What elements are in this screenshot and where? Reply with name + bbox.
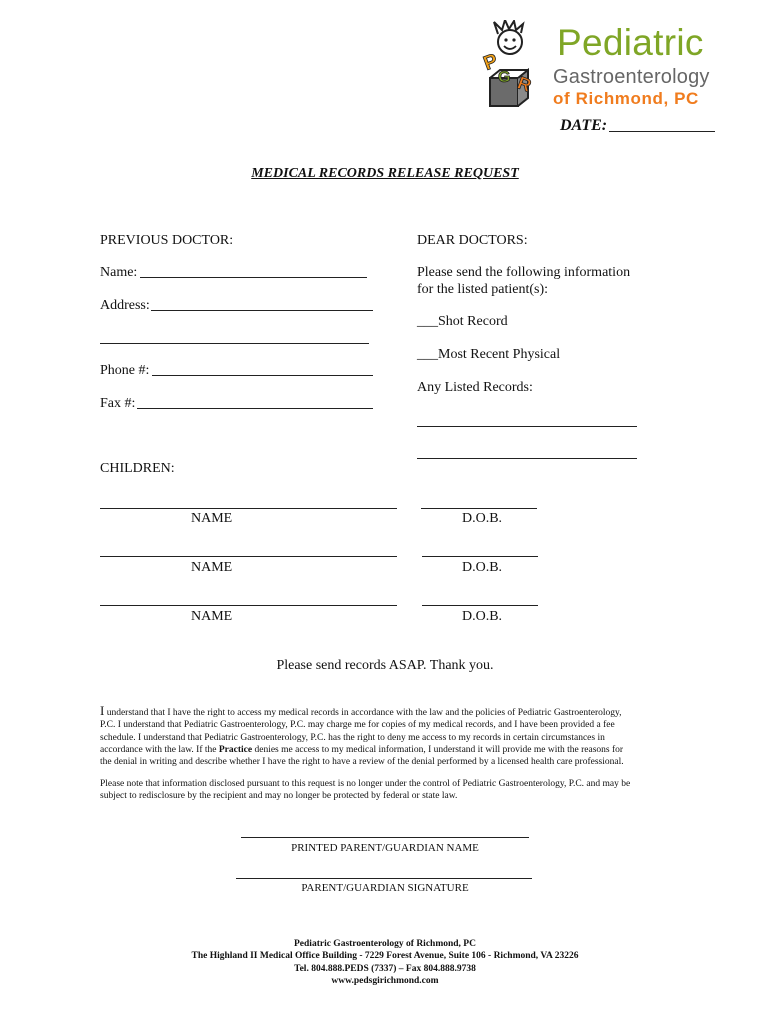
shot-record-checkline[interactable]: ___Shot Record — [417, 314, 508, 329]
doctor-phone-field[interactable] — [152, 375, 373, 376]
logo-text-richmond: of Richmond, PC — [553, 89, 699, 108]
name-label: Name: — [100, 265, 138, 280]
logo-text-gastroenterology: Gastroenterology — [553, 66, 710, 88]
consent-paragraph — [100, 705, 670, 768]
footer-practice-name: Pediatric Gastroenterology of Richmond, PC — [294, 939, 476, 949]
consent-line-4-end: denies me access to my medical information, I understand it will provide me with the reasons for — [252, 744, 624, 755]
child-2-name-field[interactable] — [100, 556, 397, 557]
logo-letter-g: G — [498, 69, 511, 86]
signature-label: PARENT/GUARDIAN SIGNATURE — [301, 882, 469, 894]
fax-label: Fax #: — [100, 396, 136, 411]
redisclosure-paragraph — [100, 778, 670, 803]
child-1-dob-label: D.O.B. — [462, 511, 503, 526]
logo-letter-r: R — [514, 72, 534, 96]
request-intro-line-2: for the listed patient(s): — [417, 282, 549, 297]
footer-website-link[interactable]: www.pedsgirichmond.com — [331, 976, 439, 986]
child-3-name-label: NAME — [191, 609, 233, 624]
listed-records-field-1[interactable] — [417, 426, 637, 427]
consent-line-1-text: understand that I have the right to access my medical records in accordance with the law and the policies of Pediatric Gastroenterology, — [104, 708, 622, 718]
consent-line-1 — [100, 705, 670, 719]
doctor-address-field-2[interactable] — [100, 343, 369, 344]
child-1-name-label: NAME — [191, 511, 233, 526]
phone-label: Phone #: — [100, 363, 150, 378]
form-title: MEDICAL RECORDS RELEASE REQUEST — [251, 166, 519, 181]
doctor-fax-field[interactable] — [137, 408, 373, 409]
dear-doctors-heading: DEAR DOCTORS: — [417, 233, 528, 248]
practice-logo-mark — [478, 20, 548, 110]
child-3-dob-label: D.O.B. — [462, 609, 503, 624]
child-2-dob-field[interactable] — [422, 556, 538, 557]
printed-name-label: PRINTED PARENT/GUARDIAN NAME — [291, 842, 479, 854]
doctor-address-field-1[interactable] — [151, 310, 373, 311]
date-label: DATE: — [560, 117, 608, 134]
request-intro-line-1: Please send the following information — [417, 265, 631, 280]
doctor-name-field[interactable] — [140, 277, 367, 278]
redisclosure-line-2: subject to redisclosure by the recipient and may no longer be protected by federal or state law. — [100, 791, 458, 802]
printed-name-field[interactable] — [241, 837, 529, 838]
address-label: Address: — [100, 298, 150, 313]
consent-line-4-start: accordance with the law. If the — [100, 744, 219, 755]
redisclosure-line-1: Please note that information disclosed pursuant to this request is no longer under the control of Pediatric Gastroenterology, P.C. and may be — [100, 779, 631, 789]
recent-physical-checkline[interactable]: ___Most Recent Physical — [417, 347, 561, 362]
consent-line-5: the denial in writing and describe whether I have the right to have a review of the denial performed by a licensed health care professional. — [100, 757, 624, 768]
child-1-dob-field[interactable] — [421, 508, 537, 509]
consent-line-3: schedule. I understand that Pediatric Gastroenterology, P.C. has the right to deny me access to my records in certain circumstances in — [100, 732, 605, 743]
any-listed-records-label: Any Listed Records: — [417, 380, 533, 395]
footer-address: The Highland II Medical Office Building - 7229 Forest Avenue, Suite 106 - Richmond, VA 23226 — [191, 951, 579, 961]
child-2-name-label: NAME — [191, 560, 233, 575]
listed-records-field-2[interactable] — [417, 458, 637, 459]
consent-dropcap: I — [100, 703, 105, 718]
children-heading: CHILDREN: — [100, 461, 175, 476]
child-2-dob-label: D.O.B. — [462, 560, 503, 575]
child-3-name-field[interactable] — [100, 605, 397, 606]
closing-line: Please send records ASAP. Thank you. — [276, 658, 494, 673]
consent-line-4 — [100, 744, 670, 756]
child-1-name-field[interactable] — [100, 508, 397, 509]
footer-phone-fax: Tel. 804.888.PEDS (7337) – Fax 804.888.9738 — [294, 964, 476, 974]
signature-field[interactable] — [236, 878, 532, 879]
previous-doctor-heading: PREVIOUS DOCTOR: — [100, 233, 234, 248]
logo-text-pediatric: Pediatric — [557, 22, 704, 63]
consent-line-2: P.C. I understand that Pediatric Gastroenterology, P.C. may charge me for copies of my medical records, and I have been provided a fee — [100, 720, 615, 731]
date-field-line[interactable] — [609, 131, 715, 132]
logo-letter-p: P — [480, 49, 501, 76]
consent-practice-word: Practice — [218, 744, 253, 755]
child-3-dob-field[interactable] — [422, 605, 538, 606]
